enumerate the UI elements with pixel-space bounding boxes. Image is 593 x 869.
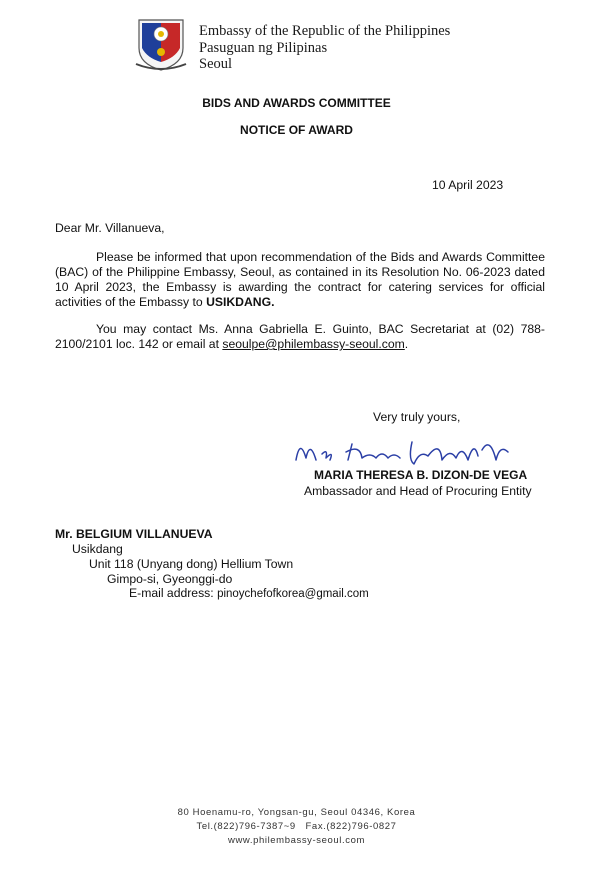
letterhead-line-3: Seoul bbox=[199, 56, 233, 72]
recipient-name: Mr. BELGIUM VILLANUEVA bbox=[55, 527, 213, 541]
committee-title: BIDS AND AWARDS COMMITTEE bbox=[202, 96, 391, 110]
recipient-address-1: Unit 118 (Unyang dong) Hellium Town bbox=[89, 557, 294, 571]
footer-phone: Tel.(822)796-7387~9 Fax.(822)796-0827 bbox=[196, 821, 397, 832]
embassy-seal-icon bbox=[133, 14, 189, 72]
body-paragraph-1-text: Please be informed that upon recommendation of the Bids and Awards Committee (BAC) of the Philippine Embassy, Seoul, as contained in its Resolution No. 06-2023 dated 10 April 2023, the Embassy is awarding the contract for catering services for official activities of the Embassy to bbox=[55, 250, 545, 309]
body-paragraph-2 bbox=[55, 322, 545, 352]
letterhead-line-2: Pasuguan ng Pilipinas bbox=[199, 40, 328, 56]
signatory-name: MARIA THERESA B. DIZON-DE VEGA bbox=[314, 468, 528, 482]
closing: Very truly yours, bbox=[373, 410, 461, 424]
notice-title: NOTICE OF AWARD bbox=[240, 123, 353, 137]
footer-website: www.philembassy-seoul.com bbox=[228, 835, 365, 846]
body-paragraph-2-text: You may contact Ms. Anna Gabriella E. Guinto, BAC Secretariat at (02) 788-2100/2101 loc. 142 or email at bbox=[55, 322, 545, 351]
letter-date: 10 April 2023 bbox=[432, 178, 504, 192]
secretariat-email-link[interactable]: seoulpe@philembassy-seoul.com bbox=[222, 337, 405, 351]
footer-address: 80 Hoenamu-ro, Yongsan-gu, Seoul 04346, Korea bbox=[177, 807, 416, 818]
recipient-email: pinoychefofkorea@gmail.com bbox=[217, 588, 369, 600]
recipient-email-label: E-mail address: bbox=[129, 586, 214, 600]
recipient-email-line bbox=[129, 586, 369, 602]
salutation: Dear Mr. Villanueva, bbox=[55, 221, 165, 235]
recipient-address-2: Gimpo-si, Gyeonggi-do bbox=[107, 572, 233, 586]
signatory-title: Ambassador and Head of Procuring Entity bbox=[304, 484, 532, 498]
awardee-name: USIKDANG. bbox=[206, 295, 275, 309]
body-paragraph-1 bbox=[55, 250, 545, 310]
letterhead-line-1: Embassy of the Republic of the Philippines bbox=[199, 23, 451, 39]
recipient-company: Usikdang bbox=[72, 542, 123, 556]
body-paragraph-2-end: . bbox=[404, 337, 409, 351]
